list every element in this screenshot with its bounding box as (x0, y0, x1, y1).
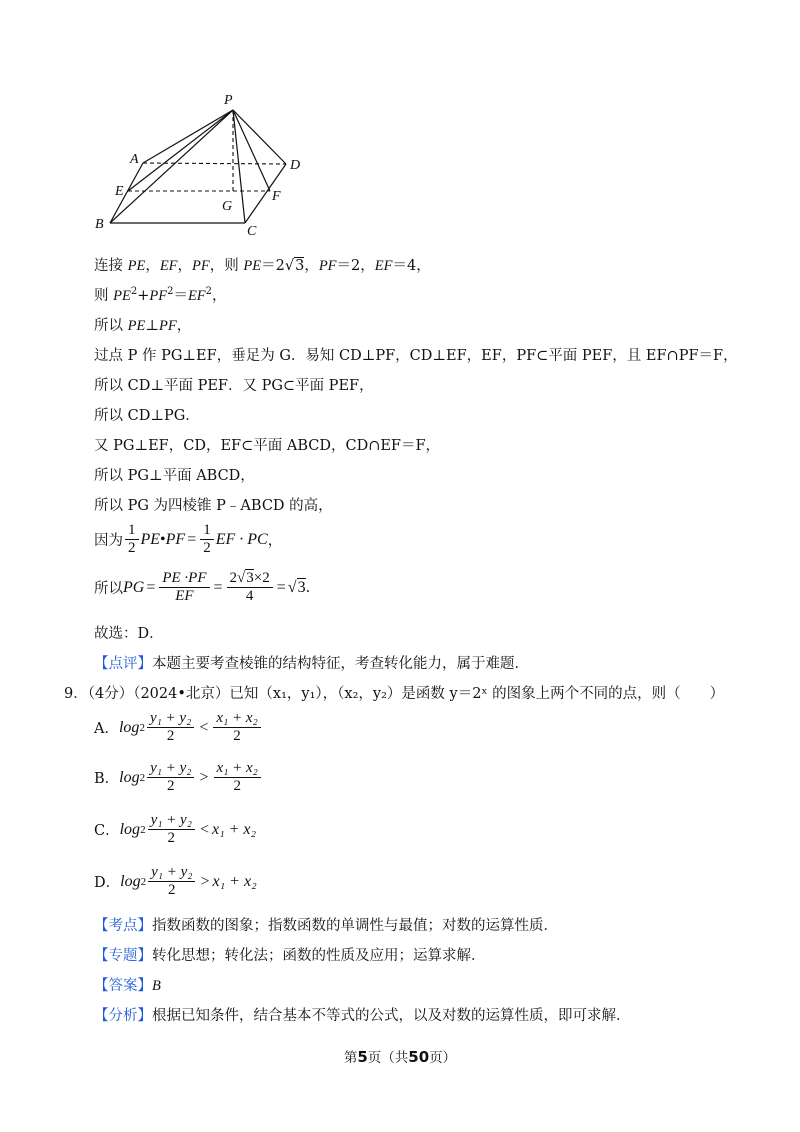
analysis-tag: 【分析】 (94, 1008, 152, 1024)
label-E: E (115, 184, 124, 199)
solution-line-3: 所以 PE⊥PF， (94, 318, 192, 334)
fraction-half-2: $\frac{1}{2}$ (200, 522, 214, 557)
option-d[interactable]: D． log 2 $\frac{\text{y₁ + y₂}}{2}$ > x₁ + x₂ (94, 864, 257, 898)
edge-PE (128, 110, 233, 191)
edge-PF (233, 110, 270, 191)
edge-PD (233, 110, 286, 164)
solution-line-10: 因为 $\frac{1}{2}$ PE • PF = $\frac{1}{2}$ EF · PC ， (94, 522, 283, 556)
solution-line-9: 所以 PG 为四棱锥 P﹣ABCD 的高， (94, 498, 333, 514)
solution-line-4: 过点 P 作 PG⊥EF，垂足为 G．易知 CD⊥PF，CD⊥EF，EF，PF⊂平面 PEF，且 EF∩PF＝F， (94, 348, 738, 364)
option-a[interactable]: A． log 2 $\frac{\text{y₁ + y₂}}{2}$ < $\frac{\text{x₁ + x₂}}{2}$ (94, 710, 263, 745)
label-B: B (95, 217, 104, 232)
kaodian-tag: 【考点】 (94, 918, 152, 934)
analysis-line: 【分析】根据已知条件，结合基本不等式的公式，以及对数的运算性质，即可求解． (94, 1008, 631, 1024)
solution-line-11: 所以 PG = $\frac{PE \cdot PF}{EF}$ = $\frac{2√3\times 2}{4}$ = √ 3 . (94, 570, 311, 604)
solution-line-1: 连接 PE，EF，PF，则 PE＝2√3，PF＝2，EF＝4， (94, 258, 431, 274)
label-D: D (290, 158, 301, 173)
zhuanti-line: 【专题】转化思想；转化法；函数的性质及应用；运算求解． (94, 948, 486, 964)
review-tag: 【点评】 (94, 656, 152, 672)
edge-AD (143, 163, 286, 164)
solution-line-5: 所以 CD⊥平面 PEF．又 PG⊂平面 PEF， (94, 378, 374, 394)
label-G: G (222, 199, 233, 214)
option-c[interactable]: C． log 2 $\frac{\text{y₁ + y₂}}{2}$ < x₁ + x₂ (94, 812, 257, 846)
fraction-half-1: $\frac{1}{2}$ (125, 522, 139, 557)
label-A: A (130, 152, 139, 167)
fraction-value: $\frac{2√3\times 2}{4}$ (227, 570, 273, 605)
solution-line-2: 则 $PE^2+PF^2=EF^2$， (94, 286, 227, 304)
answer-line: 【答案】B (94, 978, 161, 994)
edge-PA (143, 110, 233, 163)
solution-line-6: 所以 CD⊥PG． (94, 408, 200, 424)
edge-PC (233, 110, 245, 223)
review-line: 【点评】本题主要考查棱锥的结构特征，考查转化能力，属于难题． (94, 656, 529, 672)
edge-PB (110, 110, 233, 223)
solution-line-8: 所以 PG⊥平面 ABCD， (94, 468, 255, 484)
kaodian-line: 【考点】指数函数的图象；指数函数的单调性与最值；对数的运算性质． (94, 918, 558, 934)
zhuanti-tag: 【专题】 (94, 948, 152, 964)
fraction-pg: $\frac{PE \cdot PF}{EF}$ (159, 570, 209, 605)
solution-line-7: 又 PG⊥EF，CD，EF⊂平面 ABCD，CD∩EF＝F， (94, 438, 441, 454)
label-P: P (224, 93, 233, 108)
pyramid-figure (88, 88, 318, 248)
answer-tag: 【答案】 (94, 978, 152, 994)
page-footer: 第5页（共50页） (343, 1048, 457, 1066)
label-F: F (272, 189, 281, 204)
question-stem: 9．（4分）（2024•北京）已知（x₁，y₁），（x₂，y₂）是函数 y＝2ˣ 的图象上两个不同的点，则（ ） (64, 686, 725, 702)
option-b[interactable]: B． log 2 $\frac{\text{y₁ + y₂}}{2}$ > $\frac{\text{x₁ + x₂}}{2}$ (94, 760, 263, 795)
solution-line-12: 故选：D． (94, 626, 164, 642)
label-C: C (247, 224, 257, 239)
